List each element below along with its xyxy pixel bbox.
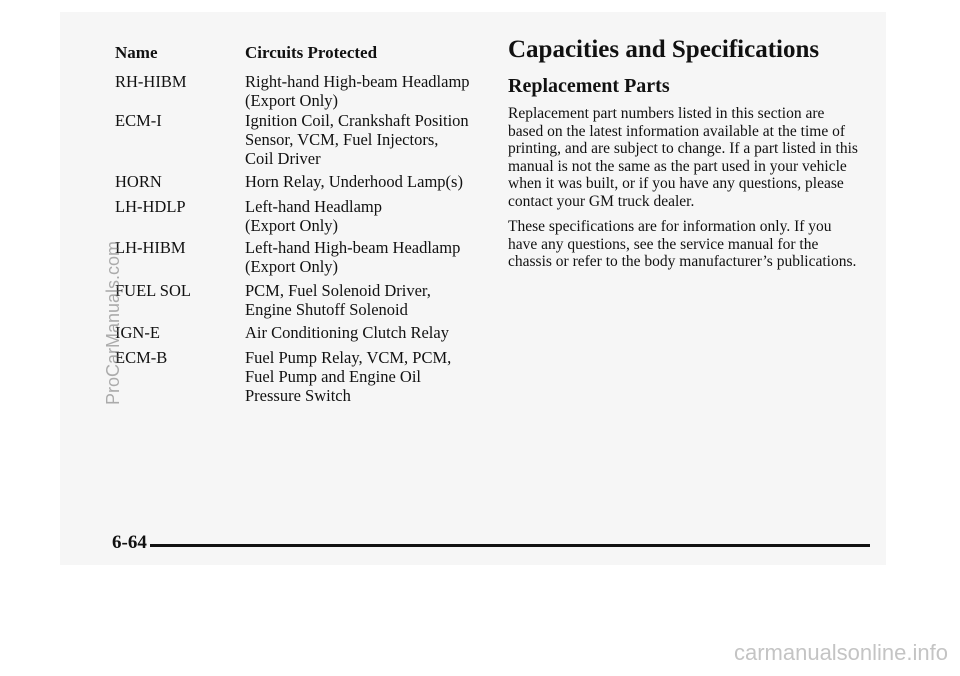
bottom-watermark: carmanualsonline.info bbox=[733, 640, 948, 665]
column-header-name: Name bbox=[115, 43, 158, 62]
fuse-name: ECM-I bbox=[115, 111, 162, 130]
circuits-protected: Air Conditioning Clutch Relay bbox=[245, 323, 449, 342]
paragraph-replacement-parts: Replacement part numbers listed in this section are based on the latest information available at the time of printing, and are subject to change. If a part listed in this manual is not the same as the part used in your vehicle when it was built, or if you have any questions, please contact your GM truck dealer. bbox=[508, 105, 858, 210]
footer-rule bbox=[150, 544, 870, 547]
fuse-name: ECM-B bbox=[115, 348, 168, 367]
circuits-protected: Fuel Pump Relay, VCM, PCM, Fuel Pump and Engine Oil Pressure Switch bbox=[245, 348, 452, 405]
fuse-name: LH-HDLP bbox=[115, 197, 186, 216]
page-number: 6-64 bbox=[112, 532, 147, 553]
circuits-protected: Left-hand Headlamp (Export Only) bbox=[245, 197, 382, 235]
circuits-protected: Right-hand High-beam Headlamp (Export Only) bbox=[245, 72, 470, 110]
circuits-protected: Left-hand High-beam Headlamp (Export Only) bbox=[245, 238, 461, 276]
side-watermark: ProCarManuals.com bbox=[103, 240, 123, 405]
section-title: Capacities and Specifications bbox=[508, 36, 820, 63]
fuse-name: RH-HIBM bbox=[115, 72, 187, 91]
column-header-circuits: Circuits Protected bbox=[245, 43, 378, 62]
section-subtitle: Replacement Parts bbox=[508, 75, 670, 97]
fuse-name: IGN-E bbox=[115, 323, 160, 342]
fuse-name: LH-HIBM bbox=[115, 238, 186, 257]
paragraph-specifications-note: These specifications are for information only. If you have any questions, see the service manual for the chassis or refer to the body manufacturer’s publications. bbox=[508, 218, 857, 271]
fuse-name: FUEL SOL bbox=[115, 281, 191, 300]
circuits-protected: PCM, Fuel Solenoid Driver, Engine Shutoff Solenoid bbox=[245, 281, 431, 319]
circuits-protected: Ignition Coil, Crankshaft Position Sensor, VCM, Fuel Injectors, Coil Driver bbox=[245, 111, 469, 168]
fuse-name: HORN bbox=[115, 172, 162, 191]
circuits-protected: Horn Relay, Underhood Lamp(s) bbox=[245, 172, 463, 191]
